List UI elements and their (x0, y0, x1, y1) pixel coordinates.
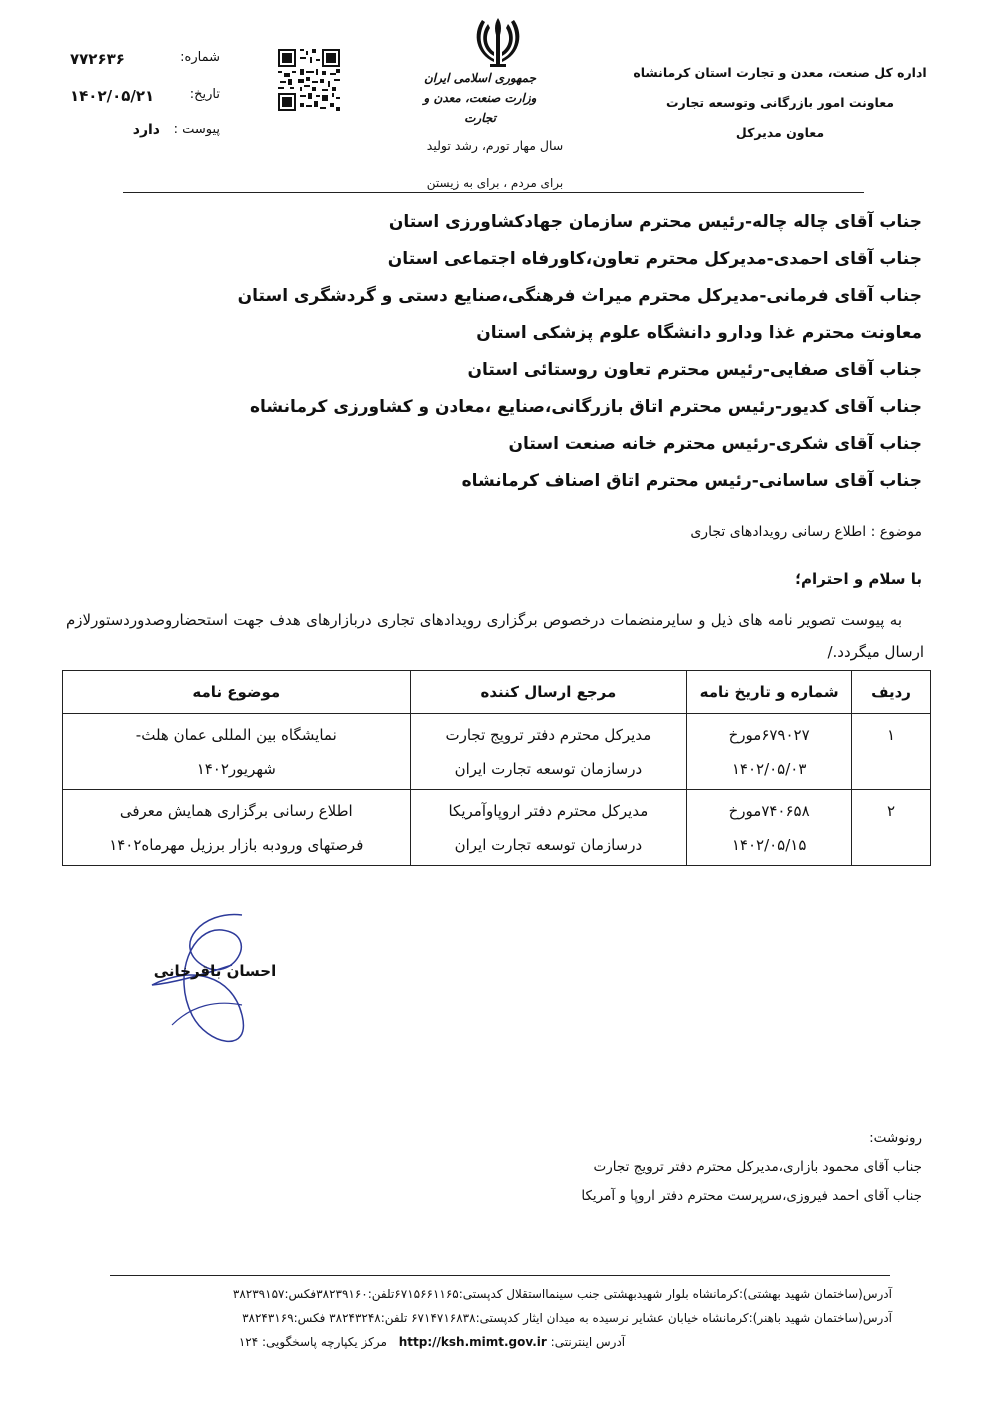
greeting: با سلام و احترام؛ (795, 570, 922, 588)
copies-block (222, 1124, 922, 1211)
attachment-label: پیوست : (173, 122, 220, 137)
sender-cell (410, 714, 687, 790)
letter-number-value: ۷۷۲۶۳۶ (70, 50, 125, 68)
cell-line: نمایشگاه بین المللی عمان هلث- (135, 725, 337, 744)
attachment-row (70, 122, 220, 144)
people-slogan: برای مردم ، برای به زیستن (426, 176, 564, 190)
letter-number-label: شماره: (180, 50, 220, 65)
letter-number-row (70, 50, 220, 72)
header-divider (123, 192, 864, 193)
organization-block (630, 58, 930, 148)
signature-scribble-icon (132, 905, 282, 1055)
subject-cell (63, 790, 411, 866)
recipient-line: جناب آقای ساسانی-رئیس محترم اتاق اصناف کرمانشاه (461, 471, 922, 491)
website-label: آدرس اینترنتی: (550, 1335, 626, 1349)
sender-cell (410, 790, 687, 866)
recipient-line: جناب آقای چاله چاله-رئیس محترم سازمان جهادکشاورزی استان (388, 212, 922, 232)
letter-date-value: ۱۴۰۲/۰۵/۲۱ (70, 87, 155, 105)
footer-divider (110, 1275, 890, 1276)
copy-line: جناب آقای احمد فیروزی،سرپرست محترم دفتر اروپا و آمریکا (581, 1188, 922, 1204)
cell-line: درسازمان توسعه تجارت ایران (454, 759, 643, 778)
org-line: اداره کل صنعت، معدن و تجارت استان کرمانشاه (633, 65, 927, 80)
iran-emblem-icon (472, 14, 524, 70)
cell-line: شهریور۱۴۰۲ (196, 759, 276, 778)
cell-line: درسازمان توسعه تجارت ایران (454, 835, 643, 854)
column-header: ردیف (852, 671, 931, 714)
cell-line: ۱۴۰۲/۰۵/۰۳ (731, 759, 807, 778)
table-row (63, 714, 931, 790)
year-slogan: سال مهار تورم، رشد تولید (426, 138, 564, 153)
cell-line: اطلاع رسانی برگزاری همایش معرفی (119, 801, 353, 820)
table-row (63, 790, 931, 866)
cell-line: مدیرکل محترم دفتر ترویج تجارت (445, 725, 652, 744)
address-line: آدرس(ساختمان شهید بهشتی):کرمانشاه بلوار شهیدبهشتی جنب سینمااستقلال کدپستی:۶۷۱۵۶۶۱۱۶۵تلفن:۳۸۲۳۹۱۶۰فکس:۳۸۲۳۹۱۵۷ (232, 1287, 892, 1301)
recipient-line: جناب آقای صفایی-رئیس محترم تعاون روستائی استان (467, 360, 922, 380)
table-header-row (63, 671, 931, 714)
cell-line: ۱۴۰۲/۰۵/۱۵ (731, 835, 807, 854)
letter-date-label: تاریخ: (189, 87, 220, 102)
call-center: مرکز یکپارچه پاسخگویی: ۱۲۴ (238, 1335, 387, 1349)
signatory-name: احسان باقرخانی (153, 962, 277, 980)
column-header: مرجع ارسال کننده (410, 671, 687, 714)
address-line: آدرس(ساختمان شهید باهنر):کرمانشاه خیابان عشایر نرسیده به میدان ایثار کدپستی:۶۷۱۴۷۱۶۸۳۸ تلفن:۳۸۲۴۳۲۴۸ فکس:۳۸۲۴۳۱۶۹ (242, 1311, 892, 1325)
copy-line: جناب آقای محمود بازاری،مدیرکل محترم دفتر ترویج تجارت (593, 1159, 922, 1175)
website-line (92, 1330, 892, 1354)
letter-number-cell (687, 714, 852, 790)
cell-line: ۷۴۰۶۵۸مورخ (728, 801, 810, 820)
column-header: شماره و تاریخ نامه (687, 671, 852, 714)
cell-line: فرصتهای ورودبه بازار برزیل مهرماه۱۴۰۲ (109, 835, 364, 854)
copies-title: رونوشت: (869, 1130, 922, 1146)
recipient-line: معاونت محترم غذا ودارو دانشگاه علوم پزشکی استان (476, 323, 922, 343)
recipients-list (62, 204, 922, 500)
ministry-logotype (410, 68, 550, 128)
ministry-line: وزارت صنعت، معدن و تجارت (423, 91, 537, 125)
letter-body-text: به پیوست تصویر نامه های ذیل و سایرمنضمات درخصوص برگزاری رویدادهای تجاری دربازارهای هدف جهت استحضاروصدوردستورلازم ارسال میگردد./ (66, 611, 924, 661)
recipient-line: جناب آقای کدیور-رئیس محترم اتاق بازرگانی،صنایع ،معادن و کشاورزی کرمانشاه (249, 397, 922, 417)
row-number: ۱ (852, 714, 931, 790)
letter-body (66, 604, 924, 668)
letter-subject: موضوع : اطلاع رسانی رویدادهای تجاری (690, 524, 922, 540)
org-line: معاون مدیرکل (735, 125, 825, 140)
org-line: معاونت امور بازرگانی وتوسعه تجارت (665, 95, 895, 110)
website-link[interactable]: http://ksh.mimt.gov.ir (398, 1335, 547, 1349)
subject-cell (63, 714, 411, 790)
qr-code-icon (276, 47, 342, 113)
row-number: ۲ (852, 790, 931, 866)
ministry-line: جمهوری اسلامی ایران (423, 71, 537, 85)
cell-line: مدیرکل محترم دفتر اروپاوآمریکا (448, 801, 649, 820)
attachment-value: دارد (132, 122, 160, 138)
letter-number-cell (687, 790, 852, 866)
cell-line: ۶۷۹۰۲۷مورخ (728, 725, 810, 744)
column-header: موضوع نامه (63, 671, 411, 714)
letter-date-row (70, 87, 220, 109)
footer (92, 1282, 892, 1354)
recipient-line: جناب آقای فرمانی-مدیرکل محترم میراث فرهنگی،صنایع دستی و گردشگری استان (237, 286, 922, 306)
recipient-line: جناب آقای شکری-رئیس محترم خانه صنعت استان (508, 434, 922, 454)
recipient-line: جناب آقای احمدی-مدیرکل محترم تعاون،کاورفاه اجتماعی استان (387, 249, 922, 269)
letters-table (62, 670, 931, 866)
